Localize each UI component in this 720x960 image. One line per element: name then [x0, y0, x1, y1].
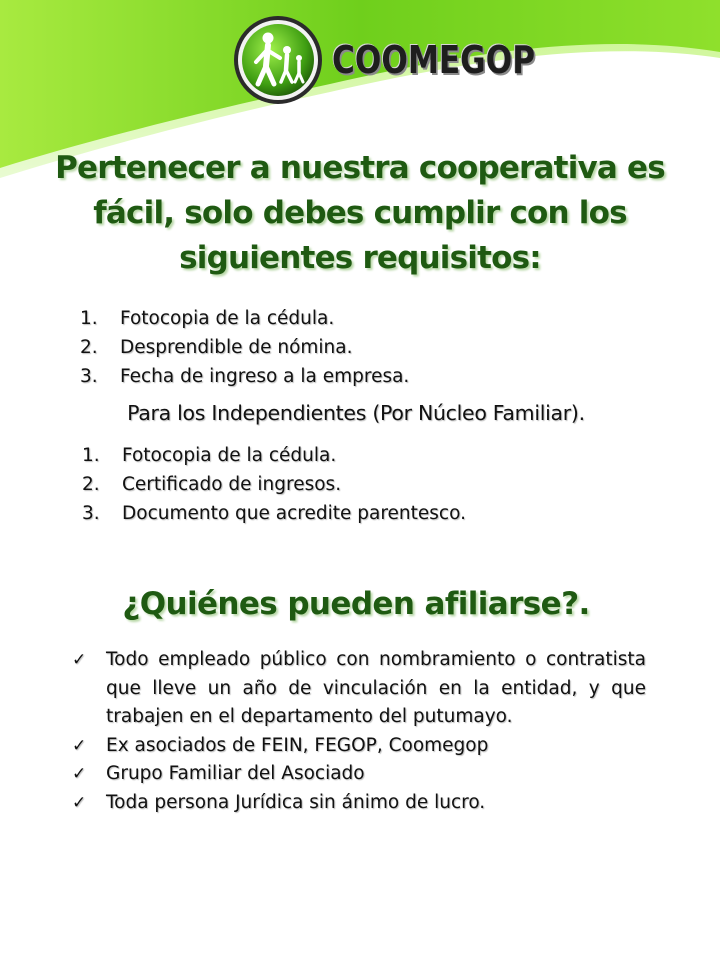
checkmark-icon: ✓ — [72, 792, 87, 813]
eligibility-list — [72, 646, 646, 817]
page-title: Pertenecer a nuestra cooperativa es fácil, solo debes cumplir con los siguientes requisitos: — [55, 150, 665, 276]
family-walking-icon — [232, 14, 324, 106]
independents-heading: Para los Independientes (Por Núcleo Familiar). — [127, 401, 585, 425]
checkmark-icon: ✓ — [72, 735, 87, 756]
list-item: ✓ Toda persona Jurídica sin ánimo de lucro. — [72, 789, 646, 818]
checkmark-icon: ✓ — [72, 764, 87, 784]
logo — [232, 14, 324, 106]
eligibility-title: ¿Quiénes pueden afiliarse?. — [122, 586, 590, 622]
list-item: ✓ Todo empleado público con nombramiento o contratista que lleve un año de vinculación en la entidad, y que trabajen en el departamento del putumayo. — [72, 646, 646, 732]
checkmark-icon: ✓ — [72, 650, 87, 670]
list-item: ✓ Grupo Familiar del Asociado — [72, 760, 646, 789]
brand-name: COOMEGOP — [332, 38, 536, 82]
list-item: ✓ Ex asociados de FEIN, FEGOP, Coomegop — [72, 732, 646, 761]
